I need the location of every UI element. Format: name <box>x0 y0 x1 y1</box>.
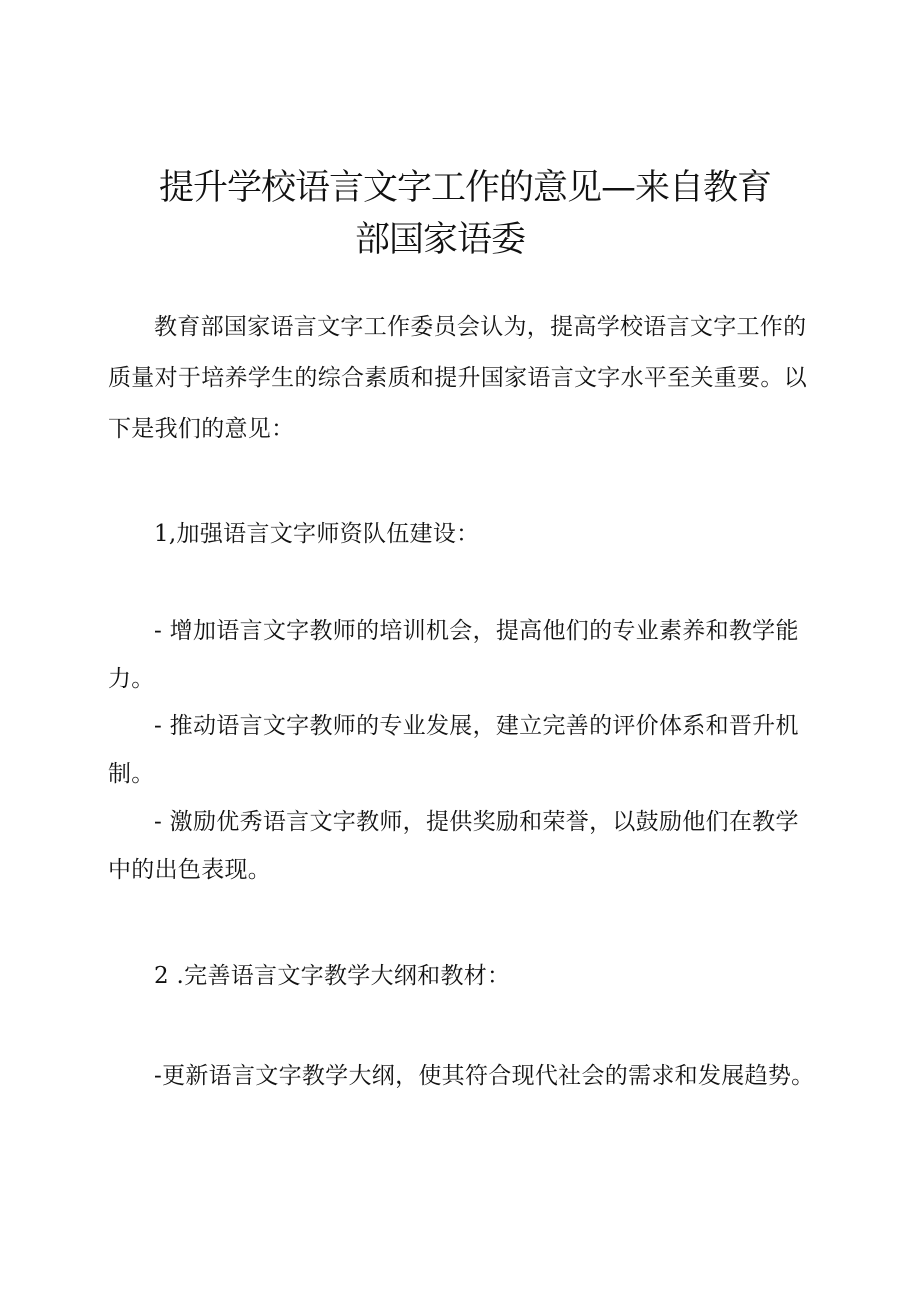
document-title-line-2: 部国家语委 <box>354 220 525 260</box>
section-1-item-2-line-2: 制。 <box>108 761 155 787</box>
section-1-heading: 1,加强语言文字师资队伍建设： <box>154 521 480 547</box>
section-1-item-1-line-2: 力。 <box>108 666 155 692</box>
section-1-item-3-line-2: 中的出色表现。 <box>108 857 272 883</box>
section-1-item-1-line-1: - 增加语言文字教师的培训机会，提高他们的专业素养和教学能 <box>154 618 799 644</box>
intro-paragraph-line-2: 质量对于培养学生的综合素质和提升国家语言文字水平至关重要。以 <box>108 365 807 391</box>
intro-paragraph-line-1: 教育部国家语言文字工作委员会认为，提高学校语言文字工作的 <box>154 314 807 340</box>
section-1-item-3-line-1: - 激励优秀语言文字教师，提供奖励和荣誉，以鼓励他们在教学 <box>154 809 799 835</box>
section-2-heading: 2 .完善语言文字教学大纲和教材： <box>154 963 511 989</box>
document-title-line-1: 提升学校语言文字工作的意见—来自教育 <box>158 168 771 208</box>
section-2-item-1-line-1: -更新语言文字教学大纲，使其符合现代社会的需求和发展趋势。 <box>154 1063 815 1089</box>
intro-paragraph-line-3: 下是我们的意见： <box>108 416 295 442</box>
section-1-item-2-line-1: - 推动语言文字教师的专业发展，建立完善的评价体系和晋升机 <box>154 713 799 739</box>
